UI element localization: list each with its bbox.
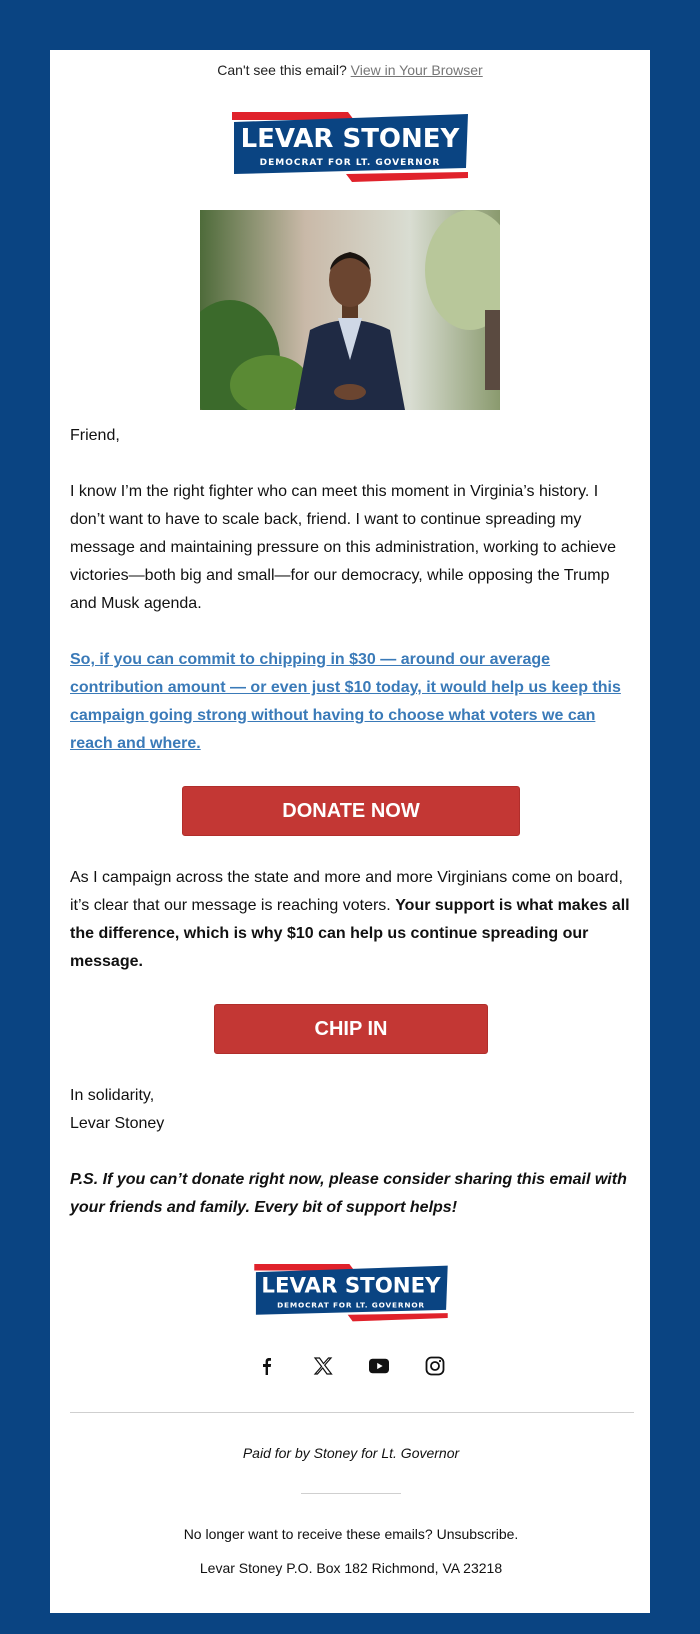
instagram-icon[interactable] <box>425 1356 445 1376</box>
preheader <box>50 60 650 80</box>
x-icon[interactable] <box>313 1356 333 1376</box>
donation-ask-link[interactable]: So, if you can commit to chipping in $30 — around our average contribution amount — or even just $10 today, it would help us keep this campaign going strong without having to choose what voters we can reach and where. <box>70 651 621 752</box>
logo-tagline-small: DEMOCRAT FOR LT. GOVERNOR <box>277 1300 425 1310</box>
social-links <box>70 1356 632 1376</box>
paragraph-1: I know I’m the right fighter who can meet this moment in Virginia’s history. I don’t want to have to scale back, friend. I want to continue spreading my message and maintaining pressure on this administration, working to achieve victories—both big and small—for our democracy, while opposing the Trump and Musk agenda. <box>70 483 617 612</box>
postscript: P.S. If you can’t donate right now, please consider sharing this email with your friends and family. Every bit of support helps! <box>70 1171 627 1216</box>
hero-photo <box>200 210 500 410</box>
logo-tagline: DEMOCRAT FOR LT. GOVERNOR <box>259 158 441 168</box>
footer-small-divider <box>301 1493 401 1494</box>
paragraph-2-bold: Your support is what makes all the difference, which is why $10 can help us continue spreading our message. <box>70 897 630 970</box>
unsubscribe-text[interactable]: No longer want to receive these emails? Unsubscribe. <box>183 1526 519 1542</box>
logo-top[interactable] <box>50 108 650 182</box>
chip-in-button[interactable]: CHIP IN <box>214 1004 488 1054</box>
campaign-logo-small <box>251 1260 451 1322</box>
paid-for-disclaimer: Paid for by Stoney for Lt. Governor <box>242 1445 460 1461</box>
paragraph-2-text: As I campaign across the state and more and more Virginians come on board, it’s clear that our message is reaching voters. <box>70 869 623 914</box>
email-card <box>50 50 650 1613</box>
logo-bottom[interactable] <box>70 1260 632 1322</box>
view-in-browser-link[interactable]: View in Your Browser <box>350 62 483 78</box>
mailing-address: Levar Stoney P.O. Box 182 Richmond, VA 23218 <box>199 1560 503 1576</box>
signoff: In solidarity, <box>70 1087 155 1104</box>
signature: Levar Stoney <box>70 1115 165 1132</box>
logo-name: LEVAR STONEY <box>240 124 460 154</box>
footer-divider <box>70 1412 634 1413</box>
logo-name-small: LEVAR STONEY <box>261 1273 441 1299</box>
greeting: Friend, <box>70 427 120 444</box>
preheader-text: Can't see this email? <box>217 62 347 78</box>
youtube-icon[interactable] <box>369 1356 389 1376</box>
email-body <box>70 422 632 1592</box>
donate-now-button[interactable]: DONATE NOW <box>182 786 520 836</box>
facebook-icon[interactable] <box>257 1356 277 1376</box>
paragraph-2 <box>70 864 632 976</box>
campaign-logo <box>228 108 472 182</box>
